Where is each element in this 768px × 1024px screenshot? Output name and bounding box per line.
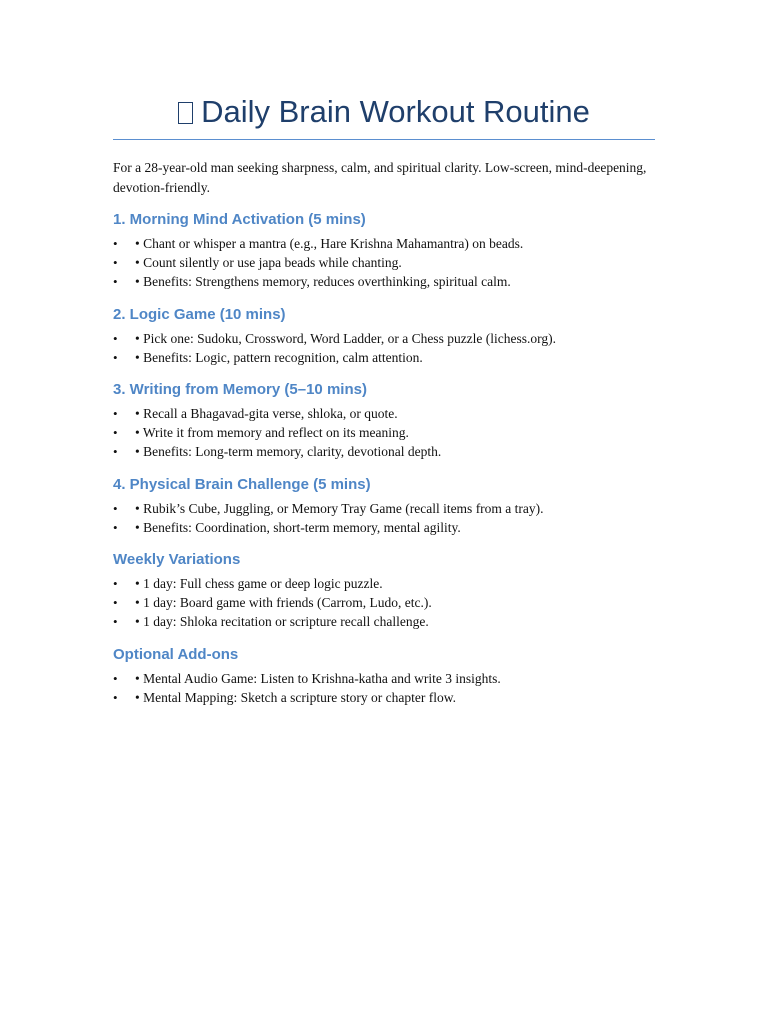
- list-item: [113, 423, 655, 442]
- section: [113, 475, 655, 537]
- list-item: [113, 499, 655, 518]
- bullet-icon: •: [113, 500, 118, 516]
- section: [113, 550, 655, 632]
- list-item-text: • 1 day: Shloka recitation or scripture recall challenge.: [135, 614, 429, 630]
- bullet-icon: •: [113, 406, 118, 422]
- page-title: [178, 92, 590, 132]
- bullet-icon: •: [113, 330, 118, 346]
- list-item: [113, 612, 655, 631]
- list-item-text: • Count silently or use japa beads while chanting.: [135, 255, 402, 271]
- section: [113, 645, 655, 707]
- list-item: [113, 404, 655, 423]
- missing-glyph-icon: [178, 102, 193, 124]
- section: [113, 210, 655, 292]
- list-item-text: • 1 day: Full chess game or deep logic puzzle.: [135, 576, 383, 592]
- bullet-icon: •: [113, 689, 118, 705]
- list-item: [113, 329, 655, 348]
- list-item-text: • Benefits: Logic, pattern recognition, calm attention.: [135, 349, 423, 365]
- list-item-text: • 1 day: Board game with friends (Carrom, Ludo, etc.).: [135, 595, 432, 611]
- list-item: [113, 688, 655, 707]
- bullet-icon: •: [113, 255, 118, 271]
- list-item-text: • Mental Audio Game: Listen to Krishna-katha and write 3 insights.: [135, 670, 501, 686]
- section-heading: 3. Writing from Memory (5–10 mins): [113, 381, 367, 399]
- section-heading: Optional Add-ons: [113, 645, 239, 663]
- bullet-list: [113, 499, 655, 537]
- bullet-icon: •: [113, 349, 118, 365]
- section-heading: 1. Morning Mind Activation (5 mins): [113, 211, 366, 228]
- list-item-text: • Benefits: Strengthens memory, reduces overthinking, spiritual calm.: [135, 274, 511, 290]
- list-item: [113, 348, 655, 367]
- intro-paragraph: For a 28-year-old man seeking sharpness, calm, and spiritual clarity. Low-screen, mind-deepening, devotion-friendly.: [113, 160, 647, 195]
- list-item-text: • Mental Mapping: Sketch a scripture story or chapter flow.: [135, 689, 457, 705]
- bullet-icon: •: [113, 444, 118, 460]
- section-heading: Weekly Variations: [113, 551, 241, 569]
- list-item-text: • Recall a Bhagavad-gita verse, shloka, or quote.: [135, 406, 398, 422]
- document-page: [113, 92, 655, 707]
- list-item: [113, 442, 655, 461]
- bullet-icon: •: [113, 274, 118, 290]
- list-item-text: • Benefits: Coordination, short-term memory, mental agility.: [135, 519, 461, 535]
- sections-container: [113, 210, 655, 707]
- list-item: [113, 669, 655, 688]
- section: [113, 380, 655, 462]
- bullet-icon: •: [113, 595, 118, 611]
- list-item: [113, 593, 655, 612]
- bullet-icon: •: [113, 519, 118, 535]
- bullet-icon: •: [113, 236, 118, 251]
- list-item-text: • Chant or whisper a mantra (e.g., Hare Krishna Mahamantra) on beads.: [135, 236, 524, 251]
- section-heading: 4. Physical Brain Challenge (5 mins): [113, 475, 371, 493]
- list-item: [113, 272, 655, 291]
- list-item-text: • Rubik’s Cube, Juggling, or Memory Tray Game (recall items from a tray).: [135, 500, 544, 516]
- list-item: [113, 253, 655, 272]
- bullet-list: [113, 669, 655, 707]
- list-item-text: • Benefits: Long-term memory, clarity, devotional depth.: [135, 444, 442, 460]
- list-item-text: • Pick one: Sudoku, Crossword, Word Ladder, or a Chess puzzle (lichess.org).: [135, 330, 557, 346]
- bullet-list: [113, 574, 655, 632]
- page-title-text: Daily Brain Workout Routine: [201, 94, 590, 129]
- bullet-icon: •: [113, 670, 118, 686]
- bullet-list: [113, 404, 655, 462]
- list-item: [113, 234, 655, 253]
- bullet-list: [113, 234, 655, 292]
- title-block: [113, 92, 655, 140]
- bullet-list: [113, 329, 655, 367]
- section-heading: 2. Logic Game (10 mins): [113, 305, 286, 323]
- list-item-text: • Write it from memory and reflect on its meaning.: [135, 425, 409, 441]
- list-item: [113, 574, 655, 593]
- bullet-icon: •: [113, 576, 118, 592]
- bullet-icon: •: [113, 425, 118, 441]
- section: [113, 305, 655, 367]
- list-item: [113, 518, 655, 537]
- bullet-icon: •: [113, 614, 118, 630]
